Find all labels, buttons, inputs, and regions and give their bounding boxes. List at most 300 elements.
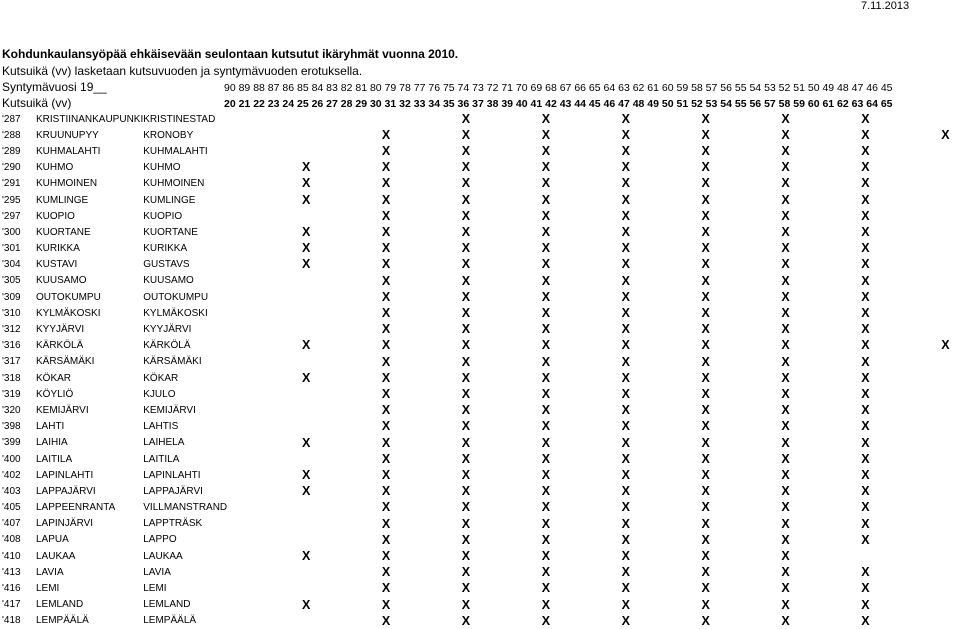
birth-year-label: Syntymävuosi 19__ xyxy=(2,80,107,94)
municipality-name-sv: LAPPAJÄRVI xyxy=(143,485,203,497)
invitation-mark: X xyxy=(461,257,471,272)
municipality-name-sv: KURIKKA xyxy=(143,243,188,255)
invitation-mark: X xyxy=(781,257,790,272)
municipality-name-sv: KYYJÄRVI xyxy=(143,324,192,336)
invitation-mark: X xyxy=(461,305,471,320)
table-row xyxy=(2,143,233,159)
municipality-code: '408 xyxy=(2,534,21,546)
invitation-mark: X xyxy=(541,305,551,320)
invitation-mark: X xyxy=(621,192,630,207)
municipality-name-sv: KÖKAR xyxy=(143,372,179,384)
municipality-code: '305 xyxy=(2,275,21,287)
invitation-mark: X xyxy=(541,273,551,288)
invitation-mark: X xyxy=(302,176,311,191)
invitation-mark: X xyxy=(861,192,870,207)
invitation-mark: X xyxy=(781,597,790,612)
municipality-name-sv: KÄRKÖLÄ xyxy=(143,340,191,352)
invitation-mark: X xyxy=(541,111,551,126)
invitation-mark: X xyxy=(541,484,551,499)
invitation-mark: X xyxy=(541,613,551,628)
invitation-mark: X xyxy=(461,289,471,304)
invitation-mark: X xyxy=(861,143,870,158)
municipality-name-fi: LAPPAJÄRVI xyxy=(36,485,96,497)
invitation-mark: X xyxy=(381,143,391,158)
invitation-mark: X xyxy=(621,111,630,126)
invitation-mark: X xyxy=(381,581,391,596)
invitation-mark: X xyxy=(621,597,630,612)
invitation-mark: X xyxy=(541,419,551,434)
invitation-mark: X xyxy=(781,160,790,175)
table-row xyxy=(2,241,233,257)
invitation-mark: X xyxy=(861,176,870,191)
invitation-mark: X xyxy=(861,370,870,385)
invitation-mark: X xyxy=(541,241,551,256)
invitation-mark: X xyxy=(781,548,790,563)
invitation-mark: X xyxy=(701,224,710,239)
invitation-mark: X xyxy=(461,532,471,547)
invitation-mark: X xyxy=(861,516,870,531)
municipality-name-fi: LAPINJÄRVI xyxy=(36,518,94,530)
invitation-mark: X xyxy=(461,354,471,369)
invitation-mark: X xyxy=(302,241,311,256)
invitation-mark: X xyxy=(701,192,710,207)
invitation-mark: X xyxy=(621,354,630,369)
invitation-mark: X xyxy=(861,581,870,596)
municipality-name-sv: LAPPTRÄSK xyxy=(143,518,203,530)
invitation-mark: X xyxy=(541,435,551,450)
municipality-code: '400 xyxy=(2,453,21,465)
table-row xyxy=(2,500,233,516)
invitation-mark: X xyxy=(381,176,391,191)
invitation-mark: X xyxy=(861,565,870,580)
invitation-mark: X xyxy=(461,500,471,515)
municipality-code: '416 xyxy=(2,583,21,595)
invitation-mark: X xyxy=(541,322,551,337)
municipality-table xyxy=(2,111,233,629)
invitation-mark: X xyxy=(861,305,870,320)
invitation-mark: X xyxy=(461,597,471,612)
table-row xyxy=(2,370,233,386)
invitation-mark: X xyxy=(861,127,870,142)
invitation-mark: X xyxy=(621,305,630,320)
municipality-name-sv: LEMLAND xyxy=(143,599,191,611)
municipality-code: '290 xyxy=(2,162,21,174)
invitation-mark: X xyxy=(302,257,311,272)
invitation-mark: X xyxy=(461,435,471,450)
table-row xyxy=(2,321,233,337)
municipality-name-fi: LEMLAND xyxy=(36,599,84,611)
invitation-mark: X xyxy=(381,192,391,207)
invitation-mark: X xyxy=(701,419,710,434)
table-row xyxy=(2,273,233,289)
invitation-mark: X xyxy=(781,419,790,434)
invitation-mark: X xyxy=(381,241,391,256)
table-row xyxy=(2,597,233,613)
invitation-mark: X xyxy=(781,370,790,385)
invitation-mark: X xyxy=(701,257,710,272)
invitation-mark: X xyxy=(381,257,391,272)
invitation-mark: X xyxy=(461,581,471,596)
invitation-mark: X xyxy=(701,613,710,628)
municipality-name-sv: LAPINLAHTI xyxy=(143,469,201,481)
invitation-mark: X xyxy=(302,160,311,175)
invitation-mark: X xyxy=(302,192,311,207)
invitation-mark: X xyxy=(381,208,391,223)
invitation-mark: X xyxy=(541,403,551,418)
municipality-name-sv: LAVIA xyxy=(143,566,171,578)
print-date: 7.11.2013 xyxy=(861,0,910,12)
invitation-mark: X xyxy=(381,467,391,482)
municipality-name-fi: LEMI xyxy=(36,583,60,595)
invitation-mark: X xyxy=(861,224,870,239)
municipality-code: '417 xyxy=(2,599,21,611)
invitation-mark: X xyxy=(781,386,790,401)
municipality-name-fi: KUMLINGE xyxy=(36,194,89,206)
municipality-name-fi: OUTOKUMPU xyxy=(36,291,101,303)
table-row xyxy=(2,402,233,418)
municipality-name-fi: KRISTIINANKAUPUNKI xyxy=(36,113,144,125)
municipality-code: '398 xyxy=(2,421,21,433)
invitation-mark: X xyxy=(781,224,790,239)
invitation-mark: X xyxy=(302,338,311,353)
invitation-mark: X xyxy=(381,273,391,288)
municipality-name-sv: KUOPIO xyxy=(143,210,183,222)
table-row xyxy=(2,257,233,273)
invitation-mark: X xyxy=(302,224,311,239)
invitation-mark: X xyxy=(941,127,950,142)
municipality-name-sv: KUHMALAHTI xyxy=(143,145,208,157)
invitation-mark: X xyxy=(461,160,471,175)
invitation-mark: X xyxy=(861,322,870,337)
invitation-mark: X xyxy=(701,451,710,466)
table-row xyxy=(2,435,233,451)
table-row xyxy=(2,580,233,596)
invitation-mark: X xyxy=(941,338,950,353)
invitation-mark: X xyxy=(302,370,311,385)
invitation-mark: X xyxy=(701,241,710,256)
invitation-mark: X xyxy=(381,403,391,418)
invitation-mark: X xyxy=(541,565,551,580)
invitation-mark: X xyxy=(302,548,311,563)
invitation-mark: X xyxy=(781,289,790,304)
table-row xyxy=(2,451,233,467)
invitation-mark: X xyxy=(621,451,630,466)
invitation-mark: X xyxy=(701,354,710,369)
invitation-mark: X xyxy=(541,467,551,482)
invitation-mark: X xyxy=(461,208,471,223)
table-row xyxy=(2,613,233,629)
invitation-mark: X xyxy=(541,370,551,385)
invitation-mark: X xyxy=(621,289,630,304)
invitation-mark: X xyxy=(621,484,630,499)
municipality-name-sv: VILLMANSTRAND xyxy=(143,502,228,514)
invitation-mark: X xyxy=(861,338,870,353)
municipality-name-fi: LAHTI xyxy=(36,421,65,433)
invitation-mark: X xyxy=(861,241,870,256)
municipality-code: '289 xyxy=(2,145,21,157)
age-label: Kutsuikä (vv) xyxy=(2,96,72,110)
invitation-mark: X xyxy=(861,613,870,628)
invitation-mark: X xyxy=(381,224,391,239)
invitation-mark: X xyxy=(381,127,391,142)
municipality-name-fi: KUOPIO xyxy=(36,210,75,222)
invitation-mark: X xyxy=(541,192,551,207)
invitation-mark: X xyxy=(781,484,790,499)
invitation-mark: X xyxy=(621,386,630,401)
municipality-name-sv: OUTOKUMPU xyxy=(143,291,209,303)
municipality-name-fi: LEMPÄÄLÄ xyxy=(36,615,89,627)
invitation-mark: X xyxy=(781,516,790,531)
invitation-mark: X xyxy=(781,322,790,337)
invitation-mark: X xyxy=(381,532,391,547)
municipality-name-fi: KÖYLIÖ xyxy=(36,388,74,400)
municipality-code: '418 xyxy=(2,615,21,627)
invitation-mark: X xyxy=(701,305,710,320)
municipality-code: '288 xyxy=(2,129,21,141)
invitation-mark: X xyxy=(621,176,630,191)
table-row xyxy=(2,160,233,176)
table-row xyxy=(2,386,233,402)
invitation-mark: X xyxy=(621,565,630,580)
invitation-mark: X xyxy=(621,500,630,515)
invitation-mark: X xyxy=(541,127,551,142)
municipality-name-fi: KRUUNUPYY xyxy=(36,129,99,141)
invitation-mark: X xyxy=(541,176,551,191)
invitation-mark: X xyxy=(621,322,630,337)
table-row xyxy=(2,192,233,208)
invitation-mark: X xyxy=(781,403,790,418)
invitation-mark: X xyxy=(701,289,710,304)
invitation-mark: X xyxy=(781,435,790,450)
municipality-name-sv: LEMPÄÄLÄ xyxy=(143,615,197,627)
invitation-mark: X xyxy=(621,143,630,158)
invitation-mark: X xyxy=(781,613,790,628)
invitation-mark: X xyxy=(621,403,630,418)
invitation-mark: X xyxy=(621,548,630,563)
invitation-mark: X xyxy=(621,370,630,385)
municipality-name-fi: LAPINLAHTI xyxy=(36,469,94,481)
municipality-code: '403 xyxy=(2,485,21,497)
invitation-mark: X xyxy=(461,613,471,628)
invitation-mark: X xyxy=(701,370,710,385)
municipality-name-fi: LAVIA xyxy=(36,566,64,578)
invitation-mark: X xyxy=(461,273,471,288)
municipality-name-sv: KUHMO xyxy=(143,162,181,174)
municipality-name-sv: KUHMOINEN xyxy=(143,178,205,190)
table-row xyxy=(2,305,233,321)
municipality-name-sv: KUUSAMO xyxy=(143,275,194,287)
invitation-mark: X xyxy=(541,532,551,547)
municipality-name-sv: KUORTANE xyxy=(143,226,198,238)
municipality-name-sv: KJULO xyxy=(143,388,176,400)
invitation-mark: X xyxy=(302,435,311,450)
invitation-mark: X xyxy=(701,403,710,418)
invitation-mark: X xyxy=(381,565,391,580)
invitation-mark: X xyxy=(541,386,551,401)
table-row xyxy=(2,483,233,499)
invitation-mark: X xyxy=(621,467,630,482)
municipality-name-sv: LAHTIS xyxy=(143,421,179,433)
municipality-code: '297 xyxy=(2,210,21,222)
invitation-mark: X xyxy=(701,435,710,450)
invitation-mark: X xyxy=(861,208,870,223)
invitation-mark: X xyxy=(701,565,710,580)
municipality-name-sv: GUSTAVS xyxy=(143,259,190,271)
invitation-mark: X xyxy=(381,419,391,434)
invitation-mark: X xyxy=(541,597,551,612)
table-row xyxy=(2,532,233,548)
invitation-mark: X xyxy=(621,208,630,223)
invitation-mark: X xyxy=(621,581,630,596)
invitation-mark: X xyxy=(461,386,471,401)
municipality-name-sv: LAIHELA xyxy=(143,437,185,449)
municipality-name-fi: KUORTANE xyxy=(36,226,91,238)
invitation-mark: X xyxy=(781,467,790,482)
invitation-mark: X xyxy=(461,548,471,563)
table-row xyxy=(2,289,233,305)
municipality-name-fi: KYLMÄKOSKI xyxy=(36,307,101,319)
invitation-mark: X xyxy=(541,160,551,175)
municipality-name-fi: KÄRKÖLÄ xyxy=(36,340,84,352)
invitation-mark: X xyxy=(781,305,790,320)
municipality-name-fi: LAITILA xyxy=(36,453,73,465)
municipality-name-fi: KUHMOINEN xyxy=(36,178,98,190)
invitation-mark: X xyxy=(541,224,551,239)
municipality-code: '301 xyxy=(2,243,21,255)
invitation-mark: X xyxy=(381,370,391,385)
municipality-code: '320 xyxy=(2,404,21,416)
invitation-mark: X xyxy=(781,111,790,126)
invitation-mark: X xyxy=(861,500,870,515)
invitation-mark: X xyxy=(861,386,870,401)
invitation-mark: X xyxy=(861,403,870,418)
invitation-mark: X xyxy=(381,160,391,175)
invitation-mark: X xyxy=(781,176,790,191)
invitation-mark: X xyxy=(781,143,790,158)
municipality-name-fi: KUSTAVI xyxy=(36,259,78,271)
invitation-mark: X xyxy=(861,354,870,369)
invitation-mark: X xyxy=(621,241,630,256)
invitation-mark: X xyxy=(781,581,790,596)
invitation-mark: X xyxy=(701,111,710,126)
table-row xyxy=(2,111,233,127)
municipality-code: '310 xyxy=(2,307,21,319)
invitation-mark: X xyxy=(461,111,471,126)
invitation-mark: X xyxy=(701,516,710,531)
invitation-mark: X xyxy=(541,338,551,353)
invitation-mark: X xyxy=(701,532,710,547)
invitation-mark: X xyxy=(701,467,710,482)
invitation-mark: X xyxy=(701,484,710,499)
municipality-code: '312 xyxy=(2,324,21,336)
table-row xyxy=(2,224,233,240)
invitation-mark: X xyxy=(302,467,311,482)
table-row xyxy=(2,467,233,483)
invitation-mark: X xyxy=(461,484,471,499)
municipality-name-fi: KEMIJÄRVI xyxy=(36,404,89,416)
invitation-mark: X xyxy=(461,192,471,207)
municipality-name-sv: LAUKAA xyxy=(143,550,183,562)
table-row xyxy=(2,516,233,532)
invitation-mark: X xyxy=(461,516,471,531)
municipality-name-fi: LAPUA xyxy=(36,534,69,546)
invitation-mark: X xyxy=(621,516,630,531)
invitation-mark: X xyxy=(541,354,551,369)
invitation-mark: X xyxy=(861,435,870,450)
invitation-mark: X xyxy=(461,467,471,482)
municipality-name-fi: KÖKAR xyxy=(36,372,72,384)
invitation-mark: X xyxy=(701,176,710,191)
municipality-code: '304 xyxy=(2,259,21,271)
invitation-mark: X xyxy=(381,289,391,304)
invitation-mark: X xyxy=(381,548,391,563)
invitation-mark: X xyxy=(781,127,790,142)
municipality-code: '318 xyxy=(2,372,21,384)
municipality-name-sv: KYLMÄKOSKI xyxy=(143,307,208,319)
invitation-mark: X xyxy=(461,322,471,337)
municipality-code: '295 xyxy=(2,194,21,206)
invitation-mark: X xyxy=(541,581,551,596)
invitation-mark: X xyxy=(381,338,391,353)
municipality-name-sv: KEMIJÄRVI xyxy=(143,404,196,416)
invitation-mark: X xyxy=(781,273,790,288)
municipality-name-fi: KYYJÄRVI xyxy=(36,324,85,336)
invitation-mark: X xyxy=(861,111,870,126)
municipality-name-sv: LEMI xyxy=(143,583,167,595)
municipality-name-fi: KUHMO xyxy=(36,162,74,174)
invitation-mark: X xyxy=(701,143,710,158)
municipality-code: '316 xyxy=(2,340,21,352)
municipality-code: '413 xyxy=(2,566,21,578)
invitation-mark: X xyxy=(701,386,710,401)
municipality-name-fi: KURIKKA xyxy=(36,243,80,255)
table-body xyxy=(2,111,233,629)
invitation-mark: X xyxy=(861,160,870,175)
invitation-mark: X xyxy=(861,467,870,482)
invitation-mark: X xyxy=(701,338,710,353)
invitation-mark: X xyxy=(381,305,391,320)
invitation-mark: X xyxy=(701,127,710,142)
invitation-mark: X xyxy=(781,338,790,353)
invitation-mark: X xyxy=(541,548,551,563)
invitation-mark: X xyxy=(621,273,630,288)
invitation-mark: X xyxy=(781,241,790,256)
invitation-mark: X xyxy=(541,500,551,515)
municipality-code: '405 xyxy=(2,502,21,514)
document-subtitle: Kutsuikä (vv) lasketaan kutsuvuoden ja syntymävuoden erotuksella. xyxy=(2,64,363,78)
invitation-mark: X xyxy=(621,257,630,272)
invitation-mark: X xyxy=(461,176,471,191)
municipality-name-sv: KRISTINESTAD xyxy=(143,113,216,125)
table-row xyxy=(2,564,233,580)
invitation-mark: X xyxy=(381,516,391,531)
invitation-mark: X xyxy=(701,548,710,563)
invitation-mark: X xyxy=(461,241,471,256)
invitation-mark: X xyxy=(621,532,630,547)
invitation-mark: X xyxy=(701,160,710,175)
age-header: 20 21 22 23 24 25 26 27 28 29 30 31 32 33 34 35 36 37 38 39 40 41 42 43 44 45 46 47 48 49 50 51 52 53 54 55 56 57 58 59 60 61 62 63 64 65 xyxy=(224,98,893,110)
invitation-mark: X xyxy=(781,208,790,223)
municipality-name-sv: LAPPO xyxy=(143,534,177,546)
invitation-mark: X xyxy=(621,224,630,239)
invitation-mark: X xyxy=(861,451,870,466)
municipality-name-fi: KÄRSÄMÄKI xyxy=(36,356,95,368)
invitation-mark: X xyxy=(861,273,870,288)
invitation-mark: X xyxy=(541,451,551,466)
invitation-mark: X xyxy=(541,516,551,531)
invitation-mark: X xyxy=(621,419,630,434)
invitation-mark: X xyxy=(381,322,391,337)
